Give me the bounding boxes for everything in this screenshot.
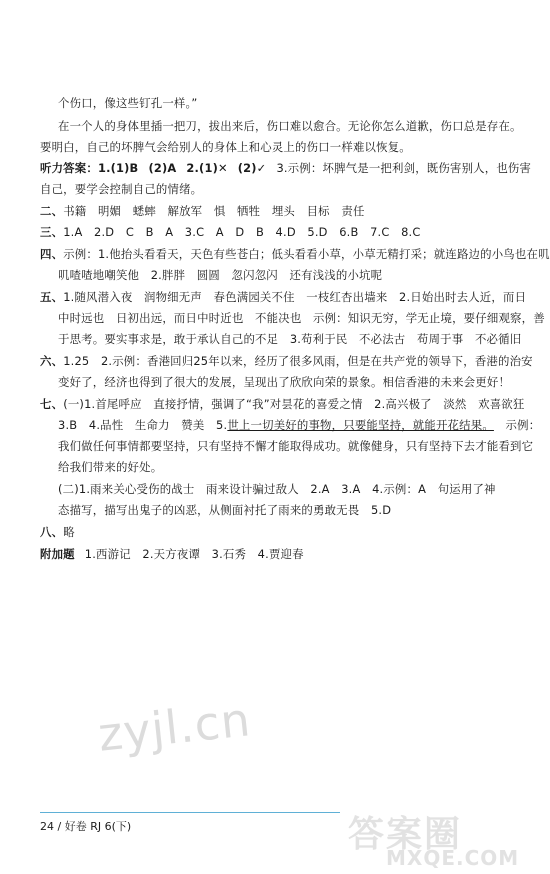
text-line: 中时远也 日初出远，而日中时近也 不能决也 示例：知识无穷，学无止境，要仔细观察，善 — [58, 311, 545, 325]
section-three-line: 三、1.A 2.D C B A 3.C A D B 4.D 5.D 6.B 7.C 8.C — [40, 225, 421, 239]
bonus-question-line: 附加题 1.西游记 2.天方夜谭 3.石秀 4.贾迎春 — [40, 547, 304, 561]
footer-rule — [40, 812, 340, 813]
text-line: 我们做任何事情都要坚持，只有坚持不懈才能取得成功。就像健身，只有坚持下去才能看到它 — [58, 439, 534, 453]
section-seven-line: 七、(一)1.首尾呼应 直接抒情，强调了“我”对昙花的喜爱之情 2.高兴极了 淡然 欢喜欲狂 — [40, 397, 525, 411]
section-two-line: 二、书籍 明媚 蟋蟀 解放军 惧 牺牲 埋头 目标 责任 — [40, 204, 365, 218]
section-eight-line: 八、略 — [40, 525, 75, 539]
text-line: 要明白，自己的坏脾气会给别人的身体上和心灵上的伤口一样难以恢复。 — [40, 140, 411, 154]
text-line: 在一个人的身体里插一把刀，拔出来后，伤口难以愈合。无论你怎么道歉，伤口总是存在。 — [58, 119, 522, 133]
section-four-line: 四、示例：1.他抬头看看天，天色有些苍白；低头看看小草，小草无精打采；就连路边的小鸟也在叽 — [40, 247, 550, 261]
text-line: 变好了，经济也得到了很大的发展，呈现出了欣欣向荣的景象。相信香港的未来会更好！ — [58, 375, 511, 389]
listening-answers-line: 听力答案：1.(1)B (2)A 2.(1)✕ (2)✓ 3.示例：坏脾气是一把利剑，既伤害别人，也伤害 — [40, 161, 532, 175]
brand-watermark: 答案圈 — [348, 814, 463, 855]
text-line: 于思考。要实事求是，敢于承认自己的不足 3.苟利于民 不必法古 苟周于事 不必循旧 — [58, 332, 522, 346]
page-footer: 24 / 好卷 RJ 6(下) — [40, 820, 132, 833]
section-five-line: 五、1.随风潜入夜 润物细无声 春色满园关不住 一枝红杏出墙来 2.日始出时去人近，而日 — [40, 290, 527, 304]
text-line: 给我们带来的好处。 — [58, 460, 163, 474]
text-line: (二)1.雨来关心受伤的战士 雨来设计骗过敌人 2.A 3.A 4.示例：A 句运用了神 — [58, 482, 496, 496]
text-line: 3.B 4.品性 生命力 赞美 5.世上一切美好的事物，只要能坚持，就能开花结果。 示例： — [58, 418, 541, 432]
site-watermark: zyjl.cn — [95, 692, 254, 762]
text-line: 个伤口，像这些钉孔一样。” — [58, 96, 198, 110]
text-line: 态描写，描写出鬼子的凶恶，从侧面衬托了雨来的勇敢无畏 5.D — [58, 503, 392, 517]
text-line: 叽喳喳地嘲笑他 2.胖胖 圆圆 忽闪忽闪 还有浅浅的小坑呢 — [58, 268, 383, 282]
underlined-answer: 世上一切美好的事物，只要能坚持，就能开花结果。 — [227, 418, 494, 432]
url-watermark: MXQE.COM — [386, 846, 520, 870]
text-line: 自己，要学会控制自己的情绪。 — [40, 182, 203, 196]
section-six-line: 六、1.25 2.示例：香港回归25年以来，经历了很多风雨，但是在共产党的领导下，香港的治安 — [40, 354, 533, 368]
